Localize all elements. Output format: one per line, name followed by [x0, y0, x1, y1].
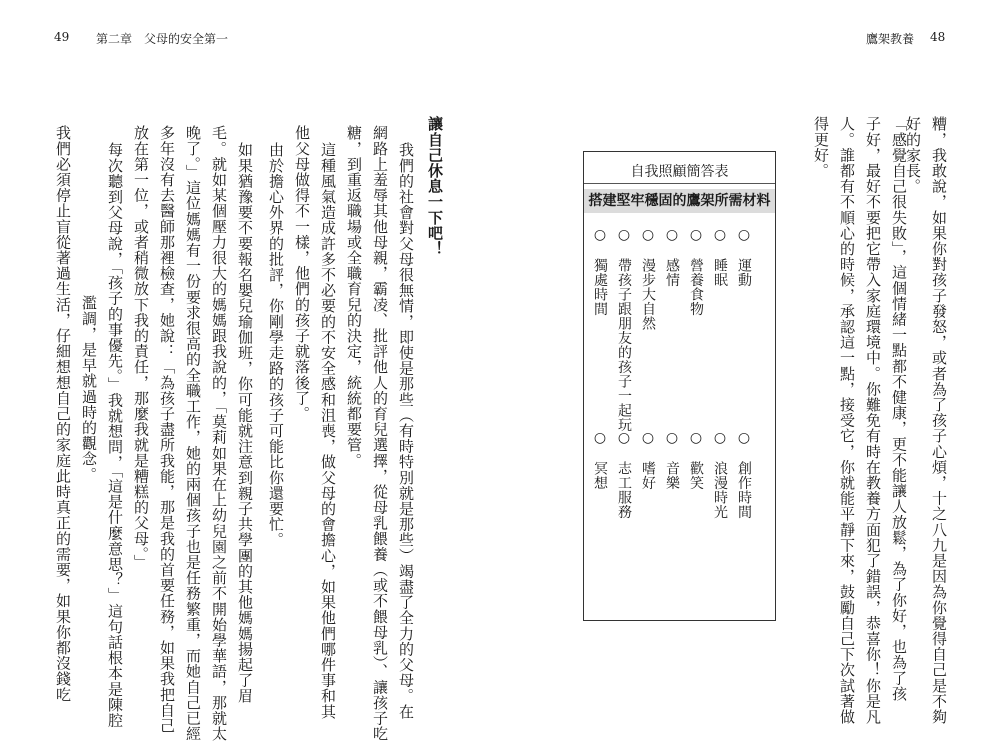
left-text-column: 我們的社會對父母很無情，即使是那些（有時特別就是那些）竭盡了全力的父母。在 [397, 142, 415, 720]
left-chapter-title: 第二章 父母的安全第一 [96, 32, 229, 46]
left-text-column: 毛。就如某個壓力很大的媽媽跟我說的，「莫莉如果在上幼兒園之前不開始學華語，那就太 [210, 125, 228, 742]
checklist-item: ○ 音樂 [664, 430, 680, 490]
checklist-item: ○ 冥想 [592, 430, 608, 490]
left-text-column: 如果猶豫要不要報名嬰兒瑜伽班，你可能就注意到親子共學團的其他媽媽揚起了眉 [236, 142, 254, 704]
title-divider [584, 183, 775, 184]
right-text-column: 好的家長。 [904, 116, 922, 194]
left-text-column: 糖，到重返職場或全職育兒的決定，統統都要管。 [345, 125, 363, 469]
left-text-column: 每次聽到父母說，「孩子的事優先。」我就想問，「這是什麼意思？」這句話根本是陳腔 [106, 142, 124, 728]
left-text-column: 晚了。」這位媽媽有一份要求很高的全職工作，她的兩個孩子也是任務繁重，而她自己已經 [184, 125, 202, 742]
right-text-column: 人。誰都有不順心的時候，承認這一點，接受它，你就能平靜下來，鼓勵自己下次試著做 [838, 116, 856, 725]
checklist-item: ○ 浪漫時光 [712, 430, 728, 519]
checklist-item: ○ 帶孩子跟朋友的孩子一起玩 [616, 227, 632, 432]
checklist-title: 自我照顧簡答表 [630, 164, 729, 180]
left-text-column: 多年沒有去醫師那裡檢查，她說：「為孩子盡所我能，那是我的首要任務，如果我把自己 [158, 125, 176, 734]
checklist-item: ○ 歡笑 [688, 430, 704, 490]
left-text-column: 他父母做得不一樣，他們的孩子就落後了。 [293, 125, 311, 422]
checklist-item: ○ 漫步大自然 [640, 227, 656, 331]
right-text-column: 糟，我敢說，如果你對孩子發怒，或者為了孩子心煩，十之八九是因為你覺得自己是不夠 [930, 116, 948, 725]
left-text-column: 由於擔心外界的批評，你剛學走路的孩子可能比你還要忙。 [267, 142, 285, 548]
left-page-number: 49 [54, 30, 70, 44]
right-text-column: 子好，最好不要把它帶入家庭環境中。你難免有時在教養方面犯了錯誤，恭喜你！你是凡 [864, 116, 882, 725]
section-heading: 讓自己休息一下吧！ [426, 116, 444, 257]
right-text-column: 「感覺自己很失敗」，這個情緒一點都不健康，更不能讓人放鬆，為了你好，也為了孩 [890, 116, 908, 702]
checklist-item: ○ 運動 [736, 227, 752, 287]
right-page-number: 48 [930, 30, 946, 44]
checklist-subtitle: 搭建堅牢穩固的鷹架所需材料 [584, 189, 775, 213]
left-text-column: 網路上羞辱其他母親，霸凌、批評他人的育兒選擇，從母乳餵養（或不餵母乳）、讓孩子吃 [371, 125, 389, 742]
self-care-checklist-box [583, 151, 776, 621]
left-text-column: 放在第一位，或者稍微放下我的責任，那麼我就是糟糕的父母。」 [132, 125, 150, 570]
left-text-column: 濫調，是早就過時的觀念。 [80, 295, 98, 483]
checklist-item: ○ 獨處時間 [592, 227, 608, 316]
left-text-column: 我們必須停止盲從著過生活，仔細想想自己的家庭此時真正的需要，如果你都沒錢吃 [54, 125, 72, 703]
right-running-title: 鷹架教養 [866, 32, 915, 46]
checklist-item: ○ 營養食物 [688, 227, 704, 316]
checklist-item: ○ 感情 [664, 227, 680, 287]
checklist-item: ○ 睡眠 [712, 227, 728, 287]
checklist-item: ○ 嗜好 [640, 430, 656, 490]
checklist-item: ○ 志工服務 [616, 430, 632, 519]
checklist-item: ○ 創作時間 [736, 430, 752, 519]
left-text-column: 這種風氣造成許多不必要的不安全感和沮喪，做父母的會擔心，如果他們哪件事和其 [319, 142, 337, 720]
right-text-column: 得更好。 [812, 116, 830, 179]
